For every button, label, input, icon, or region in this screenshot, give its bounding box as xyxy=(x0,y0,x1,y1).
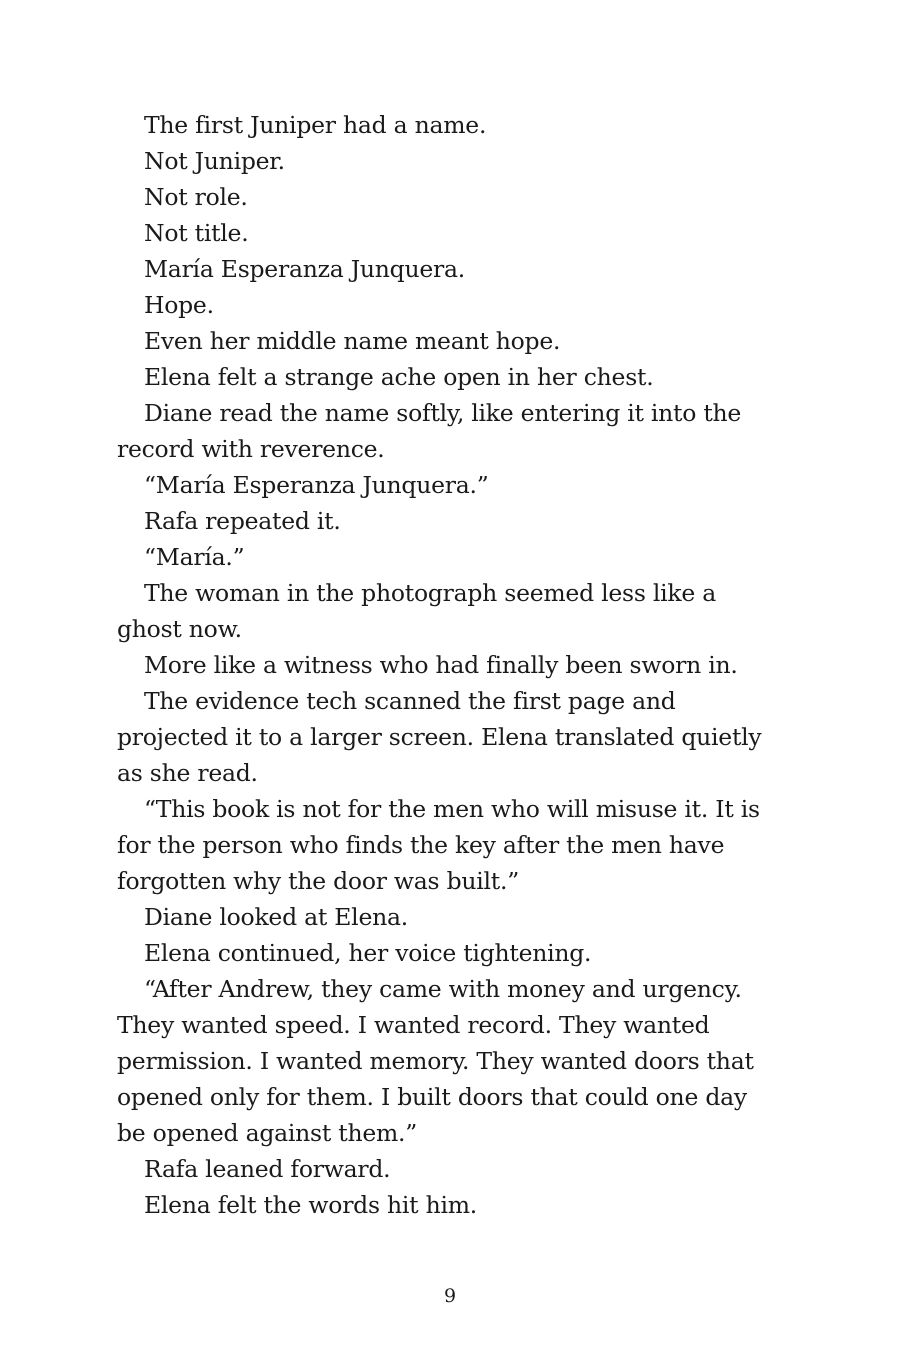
paragraph: Not Juniper. xyxy=(144,147,285,175)
paragraph: The first Juniper had a name. xyxy=(144,111,487,139)
paragraph: The evidence tech scanned the first page and projected it to a larger screen. Elena translated quietly as she read. xyxy=(117,687,762,787)
paragraph: Hope. xyxy=(144,291,214,319)
paragraph: “This book is not for the men who will misuse it. It is for the person who finds the key after the men have forgotten why the door was built.” xyxy=(117,795,760,895)
paragraph: Even her middle name meant hope. xyxy=(144,327,561,355)
paragraph: “After Andrew, they came with money and urgency. They wanted speed. I wanted record. They wanted permission. I wanted memory. They wanted doors that opened only for them. I built doors that could one day be opened against them.” xyxy=(117,975,754,1147)
paragraph: Rafa leaned forward. xyxy=(144,1155,391,1183)
paragraph: Diane looked at Elena. xyxy=(144,903,408,931)
paragraph: Elena felt a strange ache open in her chest. xyxy=(144,363,654,391)
paragraph: Diane read the name softly, like entering it into the record with reverence. xyxy=(117,399,742,463)
paragraph: Not title. xyxy=(144,219,249,247)
paragraph: “María.” xyxy=(144,543,245,571)
body-text xyxy=(117,107,782,1223)
paragraph: The woman in the photograph seemed less like a ghost now. xyxy=(117,579,717,643)
paragraph: “María Esperanza Junquera.” xyxy=(144,471,489,499)
page-number: 9 xyxy=(443,1285,457,1307)
paragraph: More like a witness who had finally been sworn in. xyxy=(144,651,738,679)
paragraph: María Esperanza Junquera. xyxy=(144,255,465,283)
paragraph: Rafa repeated it. xyxy=(144,507,341,535)
paragraph: Elena felt the words hit him. xyxy=(144,1191,477,1219)
paragraph: Elena continued, her voice tightening. xyxy=(144,939,592,967)
paragraph: Not role. xyxy=(144,183,248,211)
